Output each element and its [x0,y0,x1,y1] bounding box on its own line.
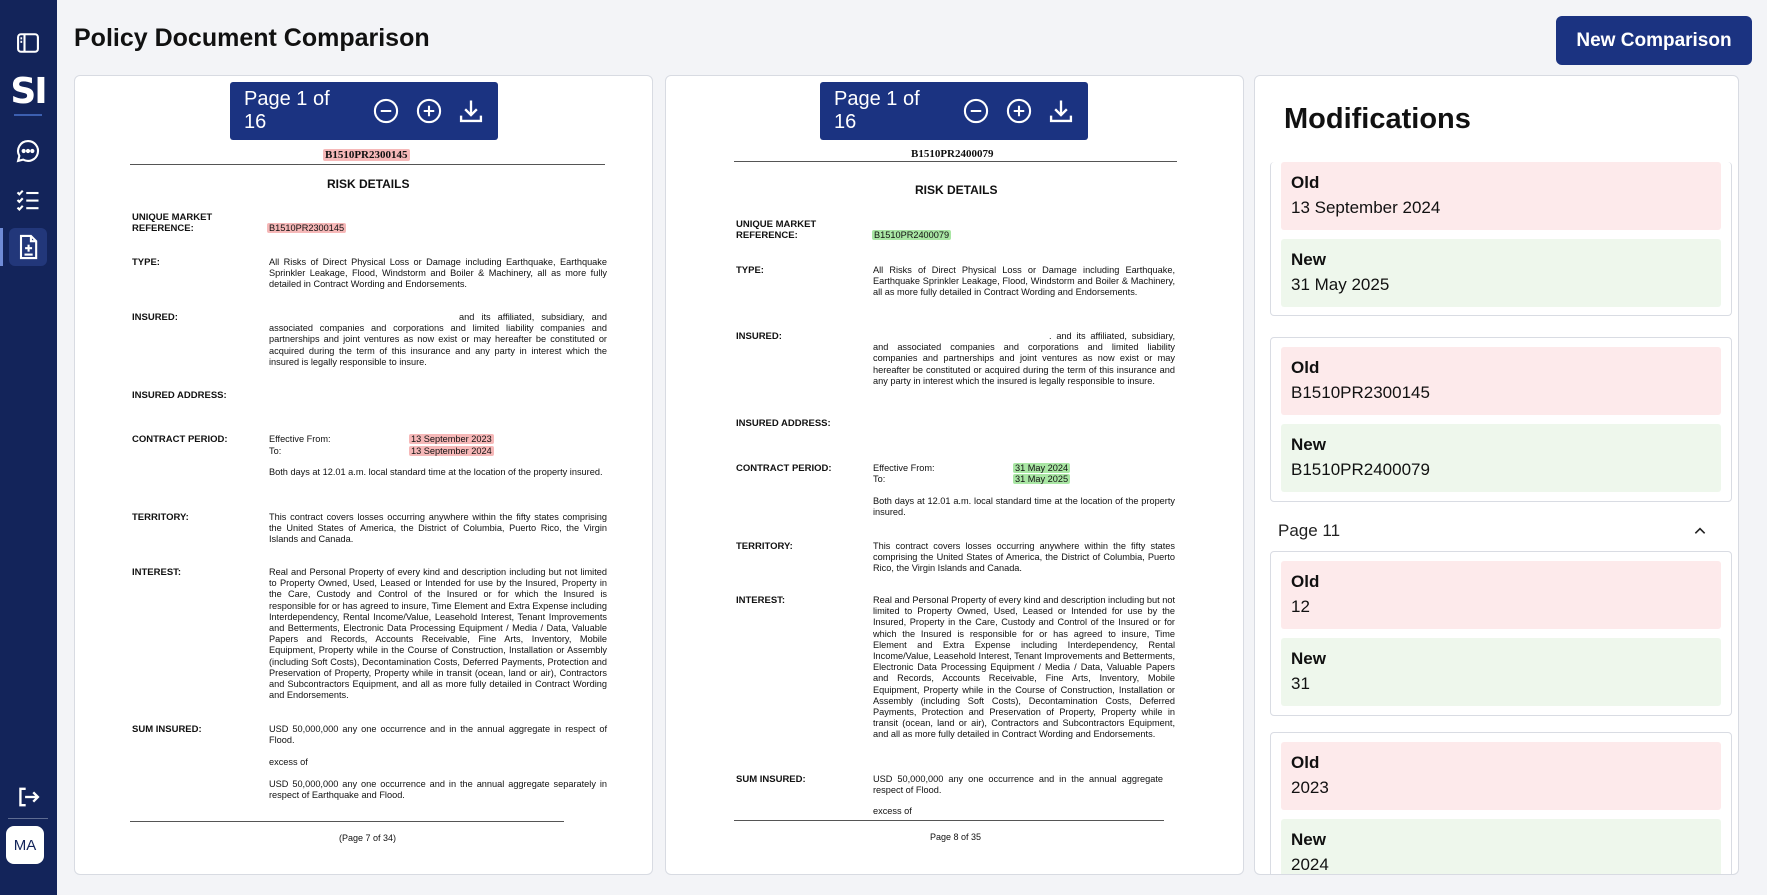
new-label: New [1291,435,1326,454]
to-value: 31 May 2025 [1015,474,1069,484]
new-label: New [1291,250,1326,269]
chat-icon[interactable] [9,132,47,170]
modification-card [1270,162,1732,316]
old-value-box [1281,162,1721,230]
chevron-up-icon[interactable] [1692,523,1708,539]
effective-from-label: Effective From: [873,463,935,473]
page-footer: (Page 7 of 34) [339,833,397,843]
new-value-box [1281,424,1721,492]
left-document-panel[interactable] [74,75,653,875]
page-footer: Page 8 of 35 [930,832,982,842]
insured-address-label: INSURED ADDRESS: [736,418,831,429]
insured-text: and its affiliated, subsidiary, and associated companies and corporations and limited liability companies and partnerships and joint ventures as now exist or may hereafter be constituted or acquired during the term of this insurance and any party in interest which the insured is legally responsible to insure. [269,312,607,367]
document-add-icon[interactable] [9,228,47,266]
excess-text: excess of [269,757,308,767]
new-label: New [1291,649,1326,668]
new-comparison-button[interactable]: New Comparison [1556,16,1752,65]
old-label: Old [1291,572,1320,591]
new-value: B1510PR2400079 [1291,460,1430,479]
new-value-box [1281,239,1721,307]
old-label: Old [1291,173,1320,192]
page-title: Policy Document Comparison [74,24,430,52]
new-value: 31 [1291,674,1310,693]
page-indicator: Page 1 of 16 [834,88,920,133]
modifications-panel[interactable] [1254,75,1739,875]
sidebar [0,0,57,895]
interest-text: Real and Personal Property of every kind and description including but not limited to Property Owned, Used, Leased or Intended for use by the Insured, Property in the Care, Custody and Control of the Insured or for which the Insured is responsible for or has agreed to insure, Time Element and Extra Expense including Interdependency, Rental Income/Value, Leasehold Interest, Tenant Improvements and Betterments, Electronic Data Processing Equipment / Media / Data, Valuable Papers and Records, Accounts Receivable, Fine Arts, Inventory, Mobile Equipment, Property while in the Course of Construction, Installation or Assembly (including Soft Costs), Decontamination Costs, Deferred Payments, Protection and Preservation of Property, Property while in transit (ocean, land or air), Contractors and Subcontractors Equipment, and all as more fully detailed in Contract Wording and Endorsements. [269,567,607,701]
umr-label: UNIQUE MARKET REFERENCE: [736,219,817,241]
new-value: 2024 [1291,855,1329,874]
risk-details-title: RISK DETAILS [327,177,410,191]
contract-period-label: CONTRACT PERIOD: [132,434,228,445]
interest-label: INTEREST: [132,567,182,578]
excess-text: excess of [873,806,912,816]
sum-insured-label: SUM INSURED: [132,724,202,735]
effective-from-value: 13 September 2023 [411,434,492,444]
interest-label: INTEREST: [736,595,786,606]
modifications-title: Modifications [1284,103,1471,135]
old-value-box [1281,347,1721,415]
new-value: 31 May 2025 [1291,275,1390,294]
new-value-box [1281,638,1721,706]
right-document-panel[interactable] [665,75,1244,875]
territory-label: TERRITORY: [736,541,793,552]
both-days-text: Both days at 12.01 a.m. local standard time at the location of the property insured. [269,467,603,477]
page-indicator: Page 1 of 16 [244,88,330,133]
type-label: TYPE: [736,265,764,276]
page-section-label: Page 11 [1278,521,1341,540]
old-value: 2023 [1291,778,1329,797]
to-label: To: [873,474,886,484]
effective-from-label: Effective From: [269,434,331,444]
sum-insured-text-1: USD 50,000,000 any one occurrence and in the annual aggregate in respect of Flood. [269,724,607,746]
old-value-box [1281,561,1721,629]
to-label: To: [269,446,282,456]
avatar[interactable]: MA [6,826,44,864]
umr-label: UNIQUE MARKET REFERENCE: [132,212,213,234]
insured-label: INSURED: [736,331,782,342]
type-text: All Risks of Direct Physical Loss or Damage including Earthquake, Earthquake Sprinkler Leakage, Flood, Windstorm and Boiler & Machinery, all as more fully detailed in Contract Wording and Endorsements. [873,265,1175,298]
contract-period-label: CONTRACT PERIOD: [736,463,832,474]
interest-text: Real and Personal Property of every kind and description including but not limited to Property Owned, Used, Leased or Intended for use by the Insured, Property in the Care, Custody and Control of the Insured or for which the Insured is responsible for or has agreed to insure, Time Element and Extra Expense including Interdependency, Rental Income/Value, Leasehold Interest, Tenant Improvements and Betterments, Electronic Data Processing Equipment / Media / Data, Valuable Papers and Records, Accounts Receivable, Fine Arts, Inventory, Mobile Equipment, Property while in the Course of Construction, Installation or Assembly (including Soft Costs), Decontamination Costs, Deferred Payments, Protection and Preservation of Property, Property while in transit (ocean, land or air), Contractors and Subcontractors Equipment, and all as more fully detailed in Contract Wording and Endorsements. [873,595,1175,740]
right-document-page [666,76,1244,875]
checklist-icon[interactable] [9,181,47,219]
panel-toggle-icon[interactable] [9,24,47,62]
both-days-text: Both days at 12.01 a.m. local standard time at the location of the property insured. [873,496,1175,518]
sum-insured-text-2: USD 50,000,000 any one occurrence and in the annual aggregate separately in respect of Earthquake and Flood. [269,779,607,801]
insured-text: . and its affiliated, subsidiary, and associated companies and corporations and limited liability companies and partnerships and joint ventures as now exist or may hereafter be constituted or acquired during the term of this insurance and any party in interest which the insured is legally responsible to insure. [873,331,1175,386]
old-label: Old [1291,753,1320,772]
insured-address-label: INSURED ADDRESS: [132,390,227,401]
type-text: All Risks of Direct Physical Loss or Damage including Earthquake, Earthquake Sprinkler Leakage, Flood, Windstorm and Boiler & Machinery, all as more fully detailed in Contract Wording and Endorsements. [269,257,607,290]
new-value-box [1281,819,1721,875]
territory-text: This contract covers losses occurring anywhere within the fifty states comprising the United States of America, the District of Columbia, Puerto Rico, the Virgin Islands and Canada. [873,541,1175,574]
old-label: Old [1291,358,1320,377]
doc-ref: B1510PR2300145 [325,149,408,161]
old-value: 12 [1291,597,1310,616]
umr-value: B1510PR2400079 [874,230,950,240]
sum-insured-label: SUM INSURED: [736,774,806,785]
old-value: B1510PR2300145 [1291,383,1430,402]
risk-details-title: RISK DETAILS [915,183,998,197]
old-value-box [1281,742,1721,810]
modification-card [1270,551,1732,716]
doc-ref: B1510PR2400079 [911,148,994,160]
to-value: 13 September 2024 [411,446,492,456]
umr-value: B1510PR2300145 [269,223,345,233]
territory-text: This contract covers losses occurring anywhere within the fifty states comprising the United States of America, the District of Columbia, Puerto Rico, the Virgin Islands and Canada. [269,512,607,545]
old-value: 13 September 2024 [1291,198,1441,217]
page-section-header[interactable] [1278,516,1708,546]
left-document-page [75,76,653,875]
modification-card [1270,732,1732,875]
modification-card [1270,337,1732,502]
sum-insured-text-1: USD 50,000,000 any one occurrence and in the annual aggregate respect of Flood. [873,774,1163,796]
app-logo[interactable]: SI [8,72,48,118]
logout-icon[interactable] [9,778,47,816]
territory-label: TERRITORY: [132,512,189,523]
sidebar-divider [8,818,48,819]
new-label: New [1291,830,1326,849]
effective-from-value: 31 May 2024 [1015,463,1069,473]
insured-label: INSURED: [132,312,178,323]
type-label: TYPE: [132,257,160,268]
